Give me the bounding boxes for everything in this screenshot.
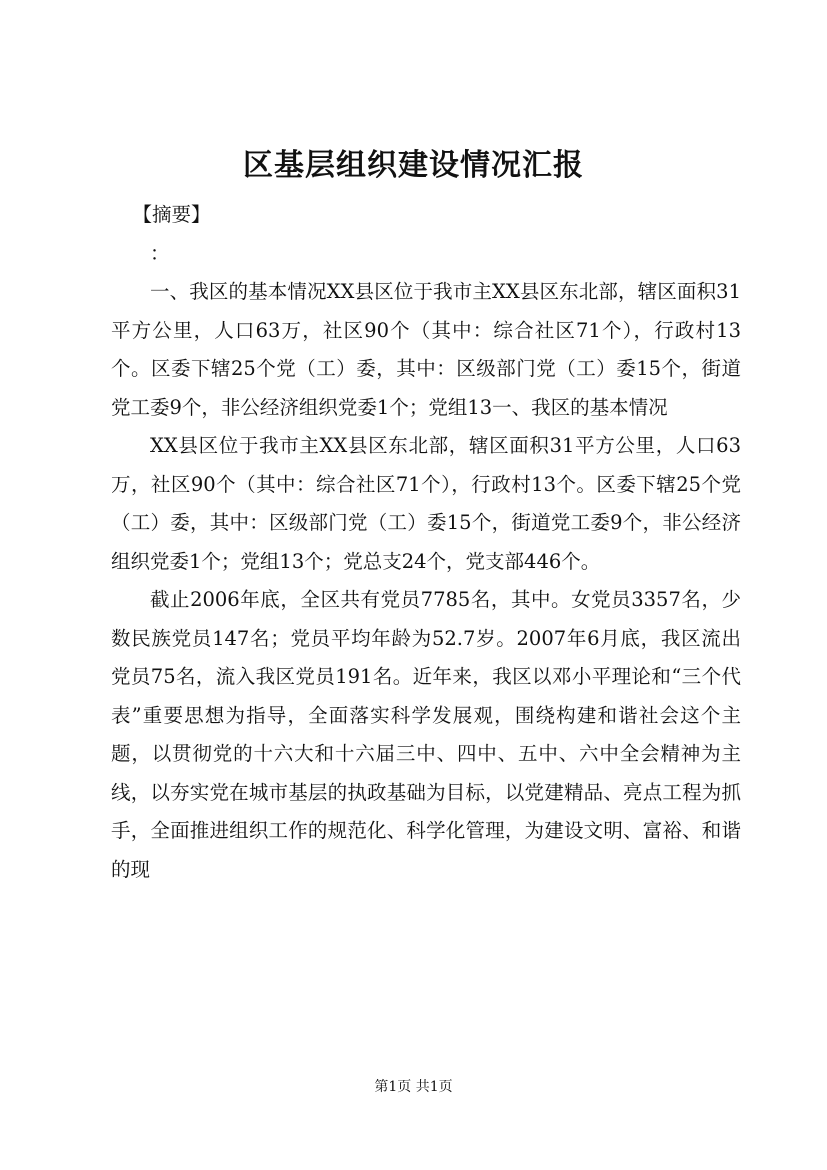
colon-line: ： [150, 241, 170, 265]
paragraph-district-overview: XX县区位于我市主XX县区东北部，辖区面积31平方公里，人口63万，社区90个（其中：综合社区71个），行政村13个。区委下辖25个党（工）委，其中：区级部门党（工）委15个，街道党工委9个，非公经济组织党委1个；党组13个；党总支24个，党支部446个。 [111, 434, 741, 573]
paragraph-basic-situation: 一、我区的基本情况XX县区位于我市主XX县区东北部，辖区面积31平方公里，人口63万，社区90个（其中：综合社区71个），行政村13个。区委下辖25个党（工）委，其中：区级部门党（工）委15个，街道党工委9个，非公经济组织党委1个；党组13一、我区的基本情况 [111, 280, 741, 419]
paragraph-party-members: 截止2006年底，全区共有党员7785名，其中。女党员3357名，少数民族党员147名；党员平均年龄为52.7岁。2007年6月底，我区流出党员75名，流入我区党员191名。近年来，我区以邓小平理论和“三个代表”重要思想为指导，全面落实科学发展观，围绕构建和谐社会这个主题，以贯彻党的十六大和十六届三中、四中、五中、六中全会精神为主线，以夯实党在城市基层的执政基础为目标，以党建精品、亮点工程为抓手，全面推进组织工作的规范化、科学化管理，为建设文明、富裕、和谐的现 [111, 588, 741, 881]
document-title: 区基层组织建设情况汇报 [243, 148, 584, 183]
document-body [111, 196, 741, 889]
abstract-heading: 【摘要】 [132, 203, 211, 226]
page-footer: 第1页 共1页 [374, 1079, 453, 1095]
